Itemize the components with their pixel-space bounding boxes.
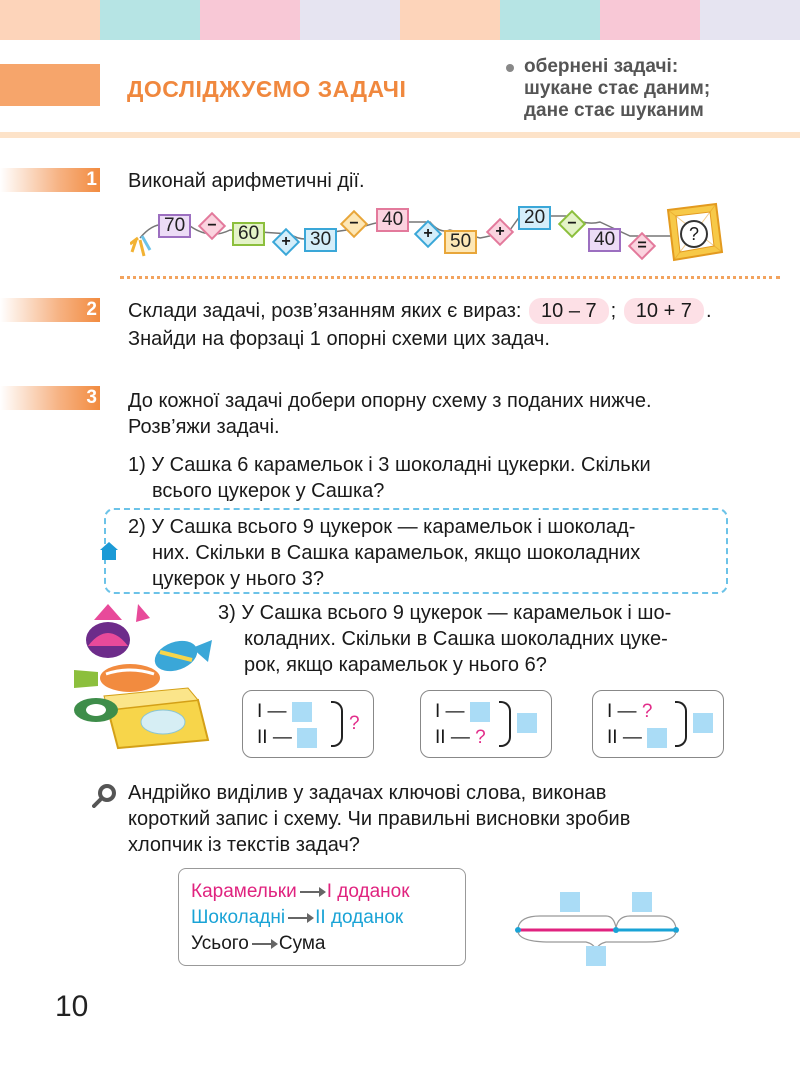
arithmetic-chain [130, 200, 730, 270]
separator: ; [610, 300, 617, 322]
plus-sign: + [486, 218, 514, 246]
research-line-2: короткий запис і схему. Чи правильні висновки зробив [128, 808, 631, 830]
task-2-line-1 [128, 298, 768, 324]
expression-pill: 10 – 7 [529, 298, 609, 324]
number-box: 50 [444, 230, 477, 254]
header-note [506, 56, 710, 122]
scheme-row: I — [435, 701, 490, 723]
page-title: ДОСЛІДЖУЄМО ЗАДАЧІ [127, 76, 407, 102]
band-segment [100, 0, 200, 40]
expression-pill: 10 + 7 [624, 298, 704, 324]
task-2-line-2: Знайди на форзаці 1 опорні схеми цих задач. [128, 328, 550, 350]
task-1-tab [0, 168, 100, 192]
summary-row: Карамельки I доданок [191, 881, 410, 902]
header-divider [0, 132, 800, 138]
arrow-icon [252, 943, 276, 945]
blank-square [470, 702, 490, 722]
problem-1-line-1: 1) У Сашка 6 карамельок і 3 шоколадні цукерки. Скільки [128, 454, 651, 476]
band-segment [200, 0, 300, 40]
number-box: 40 [588, 228, 621, 252]
number-box: 60 [232, 222, 265, 246]
task-3-intro-1: До кожної задачі добери опорну схему з поданих нижче. [128, 390, 652, 412]
period: . [705, 300, 712, 322]
minus-sign: − [558, 210, 586, 238]
candies-illustration [68, 600, 218, 750]
problem-2-line-2: них. Скільки в Сашка карамельок, якщо шоколадних [152, 542, 641, 564]
problem-3-line-3: рок, якщо карамельок у нього 6? [244, 654, 547, 676]
scheme-card-1 [242, 690, 374, 758]
question-mark: ? [475, 727, 486, 748]
number-box: 40 [376, 208, 409, 232]
problem-3-line-1: 3) У Сашка всього 9 цукерок — карамельок і шо- [218, 602, 672, 624]
task-1-number: 1 [86, 169, 97, 190]
top-color-band [0, 0, 800, 40]
blank-square [297, 728, 317, 748]
number-box: 30 [304, 228, 337, 252]
number-box: 20 [518, 206, 551, 230]
problem-3-line-2: коладних. Скільки в Сашка шоколадних цуке- [244, 628, 668, 650]
header-accent-bar [0, 64, 100, 106]
result-circle: ? [680, 220, 708, 248]
brace [499, 701, 511, 747]
scheme-card-2 [420, 690, 552, 758]
band-segment [700, 0, 800, 40]
bullet-icon [506, 64, 514, 72]
page-number: 10 [55, 990, 89, 1023]
arrow-icon [288, 917, 312, 919]
equals-sign: = [628, 232, 656, 260]
blank-square [693, 713, 713, 733]
note-line-2: шукане стає даним; [524, 78, 711, 99]
task-2-text: Склади задачі, розв’язанням яких є вираз: [128, 300, 522, 322]
task-1-text: Виконай арифметичні дії. [128, 170, 365, 192]
band-segment [600, 0, 700, 40]
minus-sign: − [198, 212, 226, 240]
problem-1-line-2: всього цукерок у Сашка? [152, 480, 385, 502]
problem-2-line-1: 2) У Сашка всього 9 цукерок — карамельок і шоколад- [128, 516, 636, 538]
scheme-row: II — [607, 727, 667, 749]
magnifier-icon [92, 782, 118, 808]
dotted-divider [120, 276, 780, 279]
plus-sign: + [272, 228, 300, 256]
blank-square [517, 713, 537, 733]
blank-square [632, 892, 652, 912]
note-line-1: обернені задачі: [524, 56, 679, 77]
segment-diagram [510, 888, 690, 968]
research-line-1: Андрійко виділив у задачах ключові слова, виконав [128, 782, 607, 804]
question-mark: ? [349, 713, 360, 734]
arrow-icon [300, 891, 324, 893]
summary-row: Шоколадні II доданок [191, 907, 404, 928]
task-3-intro-2: Розв’яжи задачі. [128, 416, 280, 438]
blank-square [586, 946, 606, 966]
scheme-row: II — ? [435, 727, 486, 748]
band-segment [300, 0, 400, 40]
task-3-number: 3 [86, 387, 97, 408]
task-3-tab [0, 386, 100, 410]
note-line-3: дане стає шуканим [524, 100, 704, 121]
scheme-row: I — [257, 701, 312, 723]
blank-square [292, 702, 312, 722]
scheme-card-3 [592, 690, 724, 758]
summary-box [178, 868, 466, 966]
task-2-number: 2 [86, 299, 97, 320]
home-icon [98, 540, 120, 562]
summary-row: Усього Сума [191, 933, 326, 954]
plus-sign: + [414, 220, 442, 248]
problem-2-line-3: цукерок у нього 3? [152, 568, 325, 590]
scheme-row: II — [257, 727, 317, 749]
band-segment [0, 0, 100, 40]
brace [675, 701, 687, 747]
question-mark: ? [641, 701, 653, 722]
scheme-row: I — ? [607, 701, 653, 722]
brace [331, 701, 343, 747]
blank-square [647, 728, 667, 748]
task-2-tab [0, 298, 100, 322]
minus-sign: − [340, 210, 368, 238]
blank-square [560, 892, 580, 912]
band-segment [400, 0, 500, 40]
band-segment [500, 0, 600, 40]
research-line-3: хлопчик із текстів задач? [128, 834, 360, 856]
number-box: 70 [158, 214, 191, 238]
